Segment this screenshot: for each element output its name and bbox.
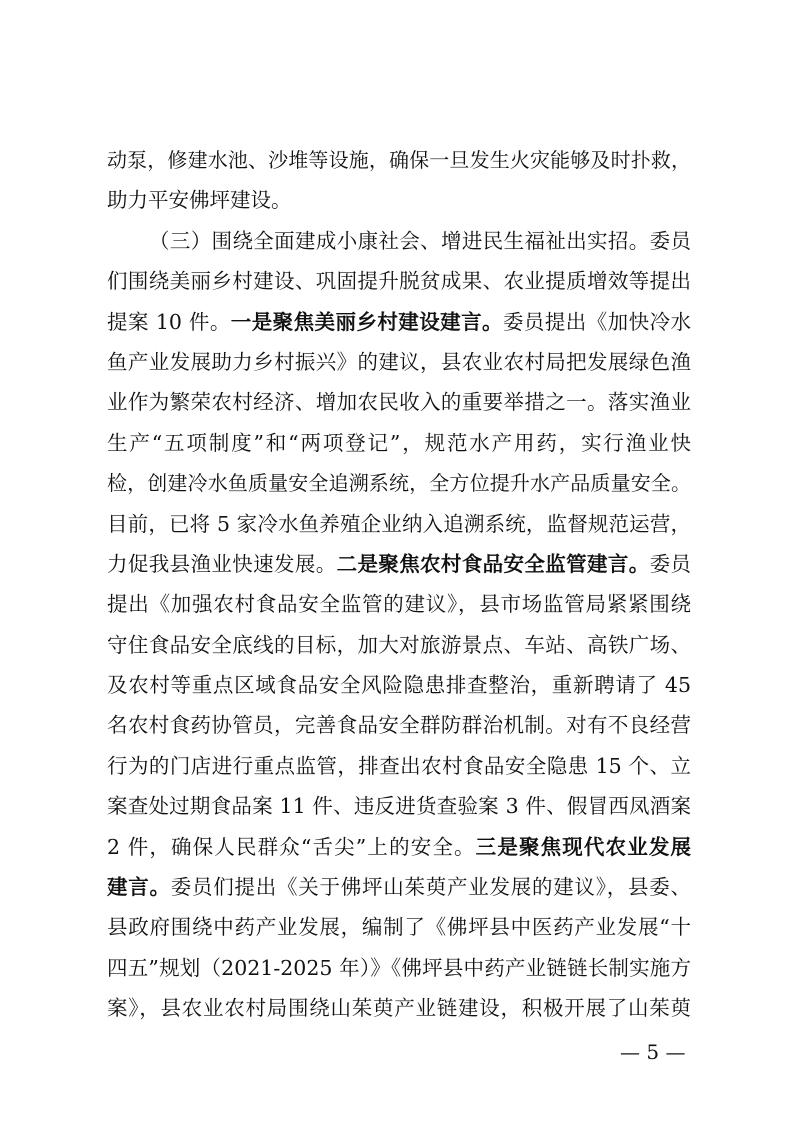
text-line [107,786,691,826]
body-text-segment: 委员 [649,551,692,576]
text-line [107,504,691,544]
text-line [107,625,691,665]
bold-heading-text: 一是聚焦美丽乡村建设建言。 [230,309,503,334]
text-line [107,221,691,261]
body-text-segment: 案查处过期食品案 11 件、违反进货查验案 3 件、假冒西凤酒案 [107,794,691,819]
body-text-segment: 目前，已将 5 家冷水鱼养殖企业纳入追溯系统，监督规范运营， [107,511,691,536]
body-text-segment: 业作为繁荣农村经济、增加农民收入的重要举措之一。落实渔业 [107,390,691,415]
text-line [107,988,691,1028]
text-line [107,544,691,584]
body-text-segment: 2 件，确保人民群众“舌尖”上的安全。 [107,834,476,859]
text-line [107,261,691,301]
text-line [107,705,691,745]
body-text-segment: 委员们提出《关于佛坪山茱萸产业发展的建议》，县委、 [170,875,691,900]
body-text-segment: 行为的门店进行重点监管，排查出农村食品安全隐患 15 个、立 [107,753,691,778]
bold-heading-text: 二是聚焦农村食品安全监管建言。 [336,551,650,576]
bold-heading-text: 建言。 [107,875,171,900]
body-text-segment: 助力平安佛坪建设。 [107,188,292,213]
body-text-segment: 名农村食药协管员，完善食品安全群防群治机制。对有不良经营 [107,713,691,738]
bold-heading-text: 三是聚焦现代农业发展 [475,834,691,859]
body-text-segment: 及农村等重点区域食品安全风险隐患排查整治，重新聘请了 45 [107,673,691,698]
text-line [107,382,691,422]
body-text-segment: （三）围绕全面建成小康社会、增进民生福祉出实招。委员 [149,228,691,253]
text-line [107,180,691,220]
body-text-segment: 生产“五项制度”和“两项登记”，规范水产用药，实行渔业快 [107,430,691,455]
text-line [107,140,691,180]
text-line [107,342,691,382]
body-text-segment: 动泵，修建水池、沙堆等设施，确保一旦发生火灾能够及时扑救， [107,148,691,172]
text-line [107,665,691,705]
text-line [107,423,691,463]
body-text [107,140,691,1029]
text-line [107,302,691,342]
text-line [107,746,691,786]
text-line [107,907,691,947]
text-line [107,948,691,988]
body-text-segment: 提案 10 件。 [107,309,231,334]
body-text-segment: 守住食品安全底线的目标，加大对旅游景点、车站、高铁广场、 [107,632,691,657]
page-number: — 5 — [620,1040,686,1064]
body-text-segment: 力促我县渔业快速发展。 [107,551,337,576]
body-text-segment: 委员提出《加快冷水 [502,309,692,334]
text-line [107,584,691,624]
text-line [107,827,691,867]
body-text-segment: 县政府围绕中药产业发展，编制了《佛坪县中医药产业发展“十 [107,915,691,940]
body-text-segment: 提出《加强农村食品安全监管的建议》，县市场监管局紧紧围绕 [107,592,691,617]
body-text-segment: 案》，县农业农村局围绕山茱萸产业链建设，积极开展了山茱萸 [107,996,691,1021]
body-text-segment: 鱼产业发展助力乡村振兴》的建议，县农业农村局把发展绿色渔 [107,349,691,374]
body-text-segment: 四五”规划（2021-2025 年）》《佛坪县中药产业链链长制实施方 [107,955,691,980]
body-text-segment: 们围绕美丽乡村建设、巩固提升脱贫成果、农业提质增效等提出 [107,269,691,294]
text-line [107,867,691,907]
body-text-segment: 检，创建冷水鱼质量安全追溯系统，全方位提升水产品质量安全。 [107,471,691,496]
text-line [107,463,691,503]
